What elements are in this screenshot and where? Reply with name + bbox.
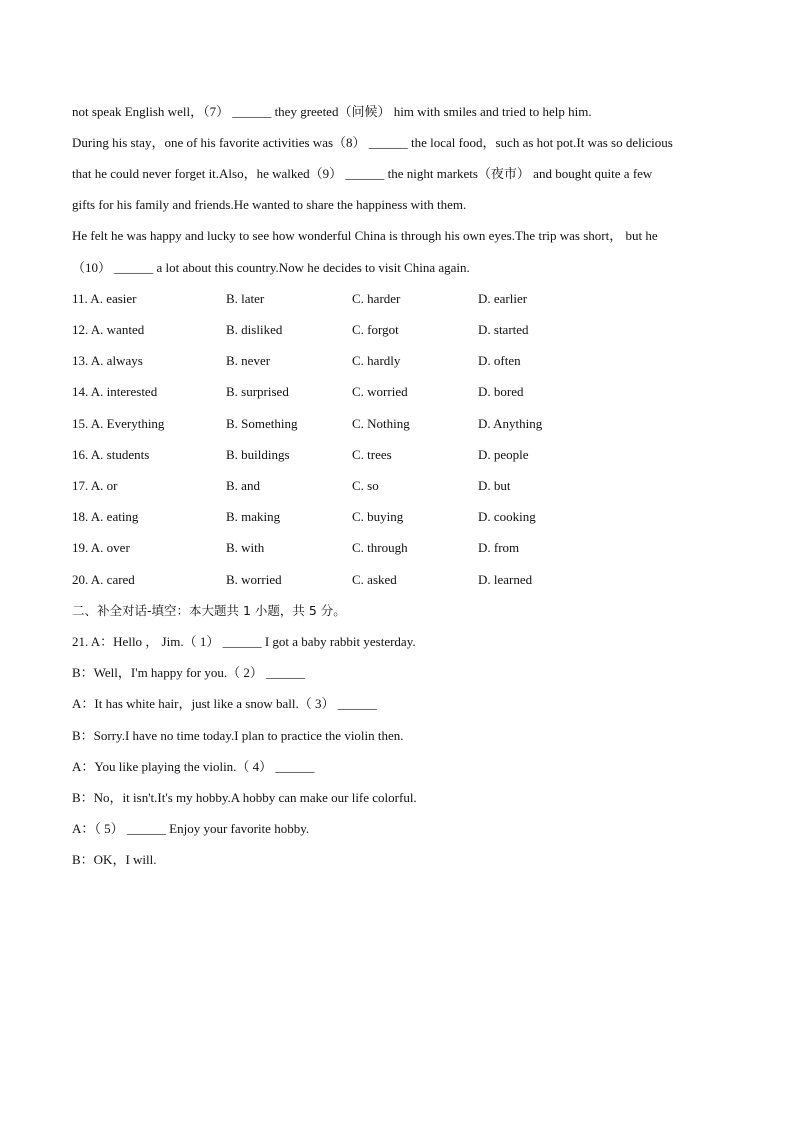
option-a: 20. A. cared [72, 572, 135, 587]
option-d: D. Anything [478, 416, 543, 431]
question-20 [72, 572, 732, 588]
question-13 [72, 353, 732, 369]
option-b: B. disliked [226, 322, 283, 337]
question-17 [72, 478, 732, 494]
option-c: C. Nothing [352, 416, 410, 431]
passage-line: During his stay，one of his favorite activities was（8） ______ the local food，such as hot pot.It was so delicious [72, 135, 673, 150]
option-c: C. asked [352, 572, 397, 587]
option-b: B. and [226, 478, 260, 493]
question-15 [72, 416, 732, 432]
option-b: B. making [226, 509, 281, 524]
option-b: B. with [226, 540, 265, 555]
question-14 [72, 384, 732, 400]
question-11 [72, 291, 732, 307]
question-16 [72, 447, 732, 463]
option-a: 11. A. easier [72, 291, 137, 306]
option-c: C. harder [352, 291, 401, 306]
option-b: B. buildings [226, 447, 290, 462]
option-d: D. bored [478, 384, 524, 399]
dialogue-line: B：No，it isn't.It's my hobby.A hobby can make our life colorful. [72, 790, 417, 805]
option-d: D. people [478, 447, 529, 462]
option-b: B. worried [226, 572, 282, 587]
question-12 [72, 322, 732, 338]
option-c: C. buying [352, 509, 404, 524]
option-a: 13. A. always [72, 353, 143, 368]
option-a: 12. A. wanted [72, 322, 145, 337]
option-a: 17. A. or [72, 478, 118, 493]
option-d: D. from [478, 540, 520, 555]
option-c: C. through [352, 540, 408, 555]
option-a: 15. A. Everything [72, 416, 165, 431]
option-c: C. trees [352, 447, 392, 462]
passage-line: not speak English well，（7） ______ they greeted（问候） him with smiles and tried to help him. [72, 104, 592, 119]
option-d: D. often [478, 353, 521, 368]
dialogue-line: B：Sorry.I have no time today.I plan to practice the violin then. [72, 728, 404, 743]
question-19 [72, 540, 732, 556]
passage-line: He felt he was happy and lucky to see how wonderful China is through his own eyes.The trip was short， but he [72, 228, 658, 243]
option-d: D. earlier [478, 291, 528, 306]
passage-line: gifts for his family and friends.He wanted to share the happiness with them. [72, 197, 467, 212]
option-d: D. cooking [478, 509, 536, 524]
option-d: D. started [478, 322, 529, 337]
question-18 [72, 509, 732, 525]
option-a: 19. A. over [72, 540, 130, 555]
option-c: C. hardly [352, 353, 401, 368]
passage-line: （10） ______ a lot about this country.Now he decides to visit China again. [72, 260, 470, 275]
option-b: B. never [226, 353, 271, 368]
option-b: B. surprised [226, 384, 289, 399]
passage-line: that he could never forget it.Also，he walked（9） ______ the night markets（夜市） and bought quite a few [72, 166, 653, 181]
option-c: C. forgot [352, 322, 399, 337]
option-a: 18. A. eating [72, 509, 139, 524]
dialogue-line: 21. A：Hello ， Jim.（ 1） ______ I got a baby rabbit yesterday. [72, 634, 416, 649]
dialogue-line: A：（ 5） ______ Enjoy your favorite hobby. [72, 821, 310, 836]
dialogue-line: B：OK，I will. [72, 852, 157, 867]
option-d: D. learned [478, 572, 533, 587]
option-a: 14. A. interested [72, 384, 158, 399]
option-c: C. so [352, 478, 379, 493]
dialogue-line: A：It has white hair，just like a snow ball.（ 3） ______ [72, 696, 377, 711]
option-a: 16. A. students [72, 447, 150, 462]
dialogue-line: B：Well，I'm happy for you.（ 2） ______ [72, 665, 306, 680]
section-heading: 二、补全对话-填空：本大题共 1 小题，共 5 分。 [72, 603, 346, 618]
option-d: D. but [478, 478, 511, 493]
dialogue-line: A：You like playing the violin.（ 4） ______ [72, 759, 315, 774]
option-b: B. Something [226, 416, 298, 431]
option-b: B. later [226, 291, 265, 306]
option-c: C. worried [352, 384, 408, 399]
